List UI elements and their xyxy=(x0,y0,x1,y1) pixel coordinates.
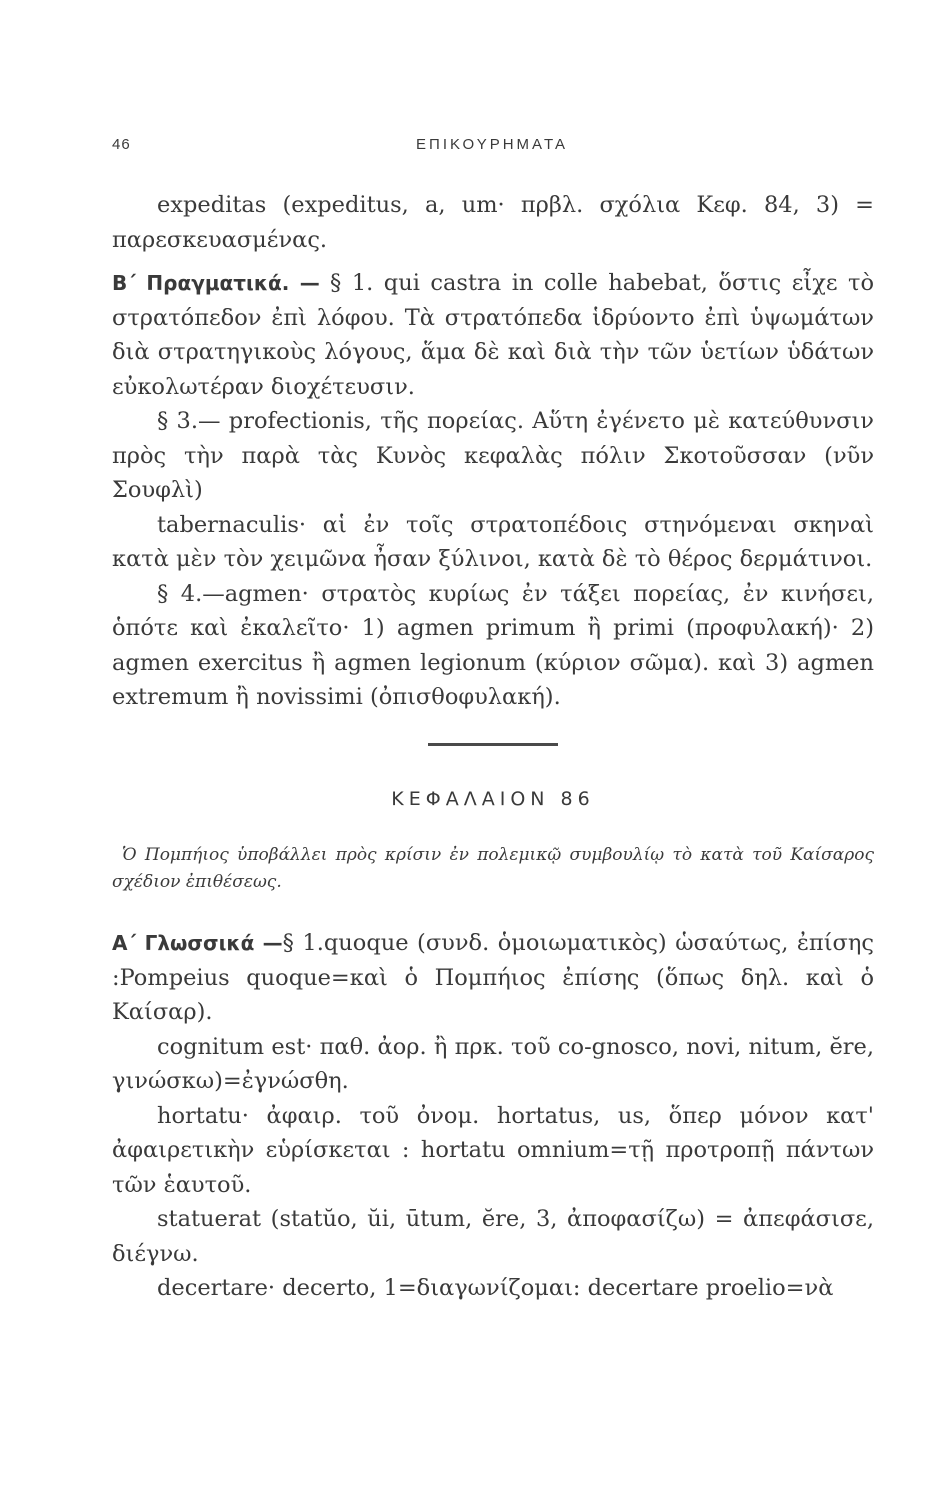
running-header xyxy=(112,136,872,160)
paragraph-section-3: § 3.— profectionis, τῆς πορείας. Αὕτη ἐγένετο μὲ κατεύθυνσιν πρὸς τὴν παρὰ τὰς Κυνὸς κεφαλὰς πόλιν Σκοτοῦσσαν (νῦν Σουφλὶ) xyxy=(112,408,874,503)
paragraph-cognitum: cognitum est· παθ. ἀορ. ἢ πρκ. τοῦ co-gnosco, novi, nitum, ĕre, γινώσκω)=ἐγνώσθη. xyxy=(112,1033,874,1094)
page-body xyxy=(112,188,874,1306)
paragraph-quoque xyxy=(112,926,874,1030)
section-divider xyxy=(428,743,558,746)
paragraph-hortatu: hortatu· ἀφαιρ. τοῦ ὀνομ. hortatus, us, ὅπερ μόνον κατ' ἀφαιρετικὴν εὑρίσκεται : hortatu omnium=τῇ προτροπῇ πάντων τῶν ἑαυτοῦ. xyxy=(112,1102,874,1198)
section-a-text: § 1.quoque (συνδ. ὁμοιωματικὸς) ὡσαύτως, ἐπίσης :Pompeius quoque=καὶ ὁ Πομπήιος ἐπίσης (ὅπως δηλ. καὶ ὁ Καίσαρ). xyxy=(112,930,874,1025)
paragraph-statuerat: statuerat (statŭo, ŭi, ūtum, ĕre, 3, ἀποφασίζω) = ἀπεφάσισε, διέγνω. xyxy=(112,1206,874,1267)
chapter-summary xyxy=(112,842,874,896)
section-b-heading: Β΄ Πραγματικά. — xyxy=(112,271,331,295)
paragraph-expeditas: expeditas (expeditus, a, um· πρβλ. σχόλια Κεφ. 84, 3) = παρεσκευασμένας. xyxy=(112,192,874,253)
running-title: ΕΠΙΚΟΥΡΗΜΑΤΑ xyxy=(415,136,568,153)
paragraph-tabernaculis: tabernaculis· αἱ ἐν τοῖς στρατοπέδοις στηνόμεναι σκηναὶ κατὰ μὲν τὸν χειμῶνα ἦσαν ξύλινοι, κατὰ δὲ τὸ θέρος δερμάτινοι. xyxy=(112,511,874,572)
paragraph-decertare: decertare· decerto, 1=διαγωνίζομαι: decertare proelio=νὰ xyxy=(157,1275,834,1301)
chapter-summary-text: Ὁ Πομπήιος ὑποβάλλει πρὸς κρίσιν ἐν πολεμικῷ συμβουλίῳ τὸ κατὰ τοῦ Καίσαρος σχέδιον ἐπιθέσεως. xyxy=(112,845,874,892)
chapter-title: ΚΕΦΑΛΑΙΟΝ 86 xyxy=(391,787,595,810)
paragraph-section-4: § 4.—agmen· στρατὸς κυρίως ἐν τάξει πορείας, ἐν κινήσει, ὁπότε καὶ ἐκαλεῖτο· 1) agmen primum ἢ primi (προφυλακή)· 2) agmen exercitus ἢ agmen legionum (κύριον σῶμα). καὶ 3) agmen extremum ἢ novissimi (ὀπισθοφυλακή). xyxy=(112,580,874,710)
page-number: 46 xyxy=(112,136,131,153)
paragraph-section-b-1 xyxy=(112,266,874,404)
section-b-text: § 1. qui castra in colle habebat, ὅστις εἶχε τὸ στρατόπεδον ἐπὶ λόφου. Τὰ στρατόπεδα ἱδρύοντο ἐπὶ ὑψωμάτων διὰ στρατηγικοὺς λόγους, ἅμα δὲ καὶ διὰ τὴν τῶν ὑετίων ὑδάτων εὐκολωτέραν διοχέτευσιν. xyxy=(112,270,874,400)
section-a-heading: Α΄ Γλωσσικά — xyxy=(112,931,283,955)
